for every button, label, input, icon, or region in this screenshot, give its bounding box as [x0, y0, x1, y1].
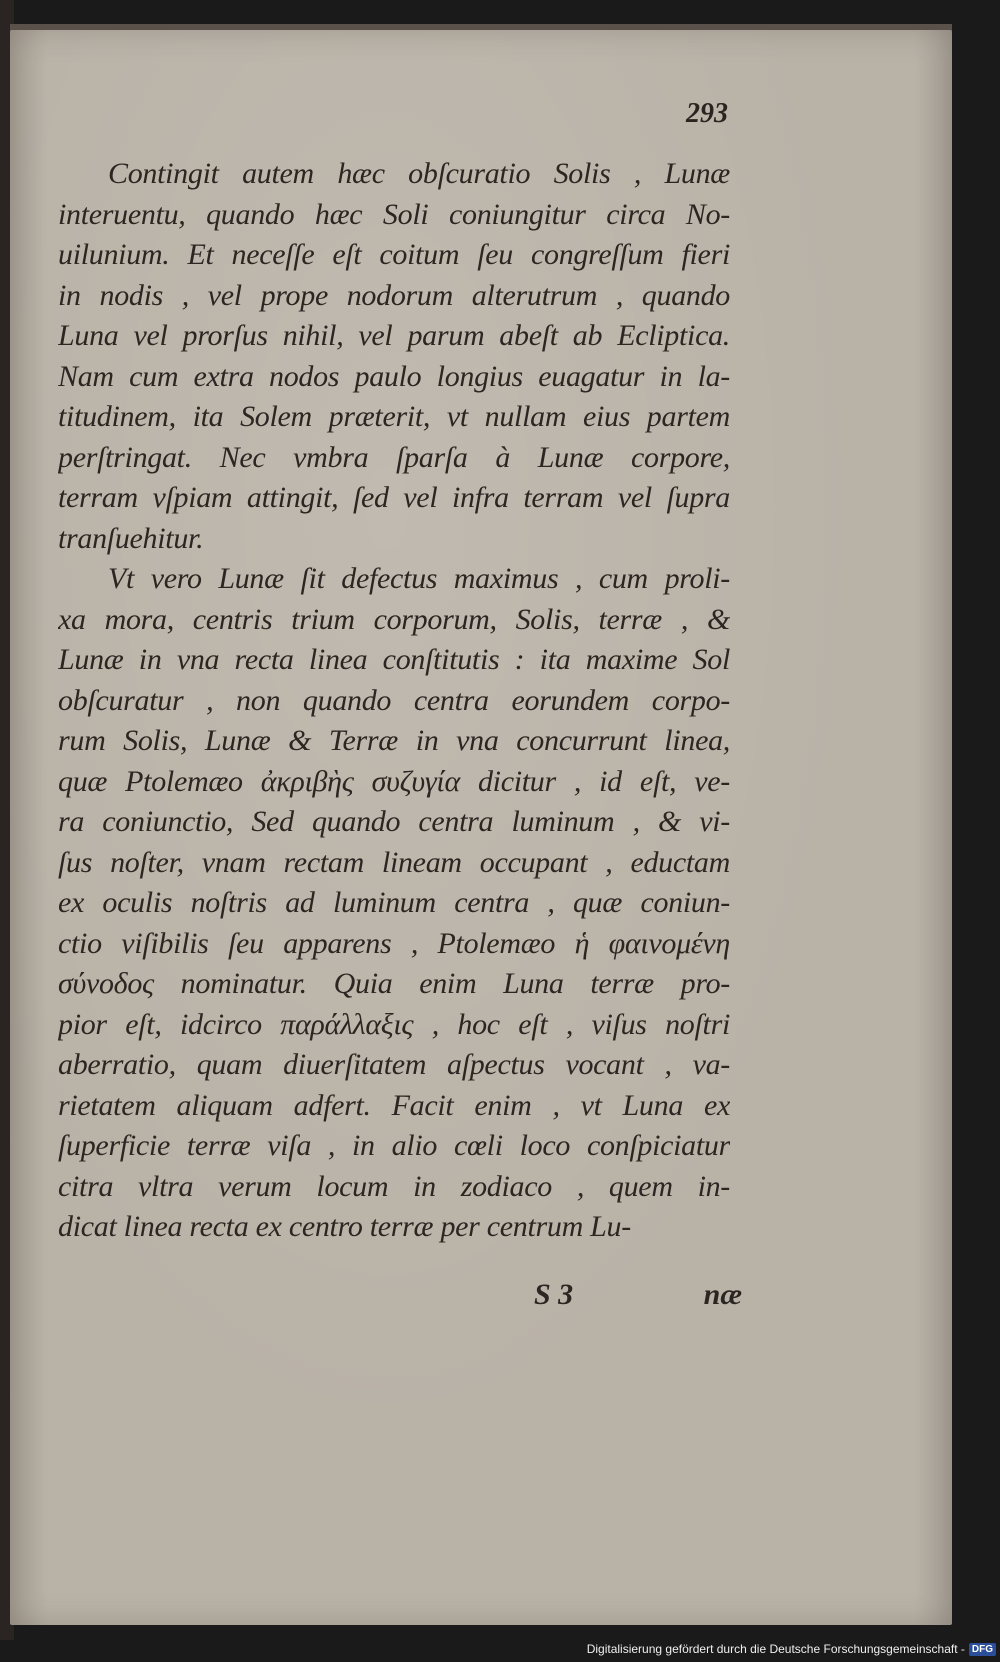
paragraph [58, 154, 730, 559]
text-line: ctio viſibilis ſeu apparens , Ptolemæo ἡ φαινομένη [58, 926, 730, 960]
text-line: dicat linea recta ex centro terræ per centrum Lu- [58, 1210, 631, 1243]
signature-mark: S 3 [534, 1278, 574, 1311]
page-text [58, 154, 730, 1248]
text-line: rum Solis, Lunæ & Terræ in vna concurrunt linea, [58, 724, 730, 757]
text-line: Contingit autem hæc obſcuratio Solis , Lunæ [108, 157, 730, 190]
text-line: quæ Ptolemæo ἀκριβὴς συζυγία dicitur , id eſt, ve- [58, 764, 730, 798]
text-line: aberratio, quam diuerſitatem aſpectus vocant , va- [58, 1048, 730, 1081]
text-line: Nam cum extra nodos paulo longius euagatur in la- [58, 359, 730, 393]
footer-credit [587, 1640, 996, 1658]
catchword: næ [703, 1278, 742, 1311]
text-line: perſtringat. Nec vmbra ſparſa à Lunæ corpore, [58, 440, 730, 474]
text-line: tranſuehitur. [58, 521, 204, 555]
text-line: ra coniunctio, Sed quando centra luminum , & vi- [58, 805, 730, 838]
dfg-logo: DFG [969, 1643, 996, 1656]
text-line: ex oculis noſtris ad luminum centra , quæ coniun- [58, 886, 730, 919]
text-line: ſuperficie terræ viſa , in alio cœli loco conſpiciatur [58, 1129, 730, 1162]
text-line: ſus noſter, vnam rectam lineam occupant , eductam [58, 845, 730, 879]
paragraph [58, 559, 730, 1248]
text-line: obſcuratur , non quando centra eorundem corpo- [58, 683, 730, 717]
page-number: 293 [686, 98, 728, 129]
footer-credit-text: Digitalisierung gefördert durch die Deutsche Forschungsgemeinschaft - [586, 1642, 965, 1656]
text-line: xa mora, centris trium corporum, Solis, terræ , & [58, 602, 730, 636]
text-line: terram vſpiam attingit, ſed vel infra terram vel ſupra [58, 481, 730, 514]
text-line: uilunium. Et neceſſe eſt coitum ſeu congreſſum fieri [58, 238, 730, 271]
text-line: titudinem, ita Solem præterit, vt nullam eius partem [58, 400, 730, 433]
text-line: Luna vel prorſus nihil, vel parum abeſt ab Ecliptica. [58, 319, 730, 352]
text-line: σύνοδος nominatur. Quia enim Luna terræ pro- [58, 967, 730, 1000]
text-line: rietatem aliquam adfert. Facit enim , vt Luna ex [58, 1088, 730, 1122]
text-line: in nodis , vel prope nodorum alterutrum , quando [58, 278, 730, 312]
text-line: Vt vero Lunæ ſit defectus maximus , cum proli- [108, 562, 730, 595]
text-line: pior eſt, idcirco παράλλαξις , hoc eſt , viſus noſtri [58, 1007, 730, 1041]
text-line: Lunæ in vna recta linea conſtitutis : ita maxime Sol [58, 643, 730, 676]
signature-line [58, 1278, 742, 1318]
text-line: citra vltra verum locum in zodiaco , quem in- [58, 1169, 730, 1203]
text-line: interuentu, quando hæc Soli coniungitur circa No- [58, 197, 730, 231]
